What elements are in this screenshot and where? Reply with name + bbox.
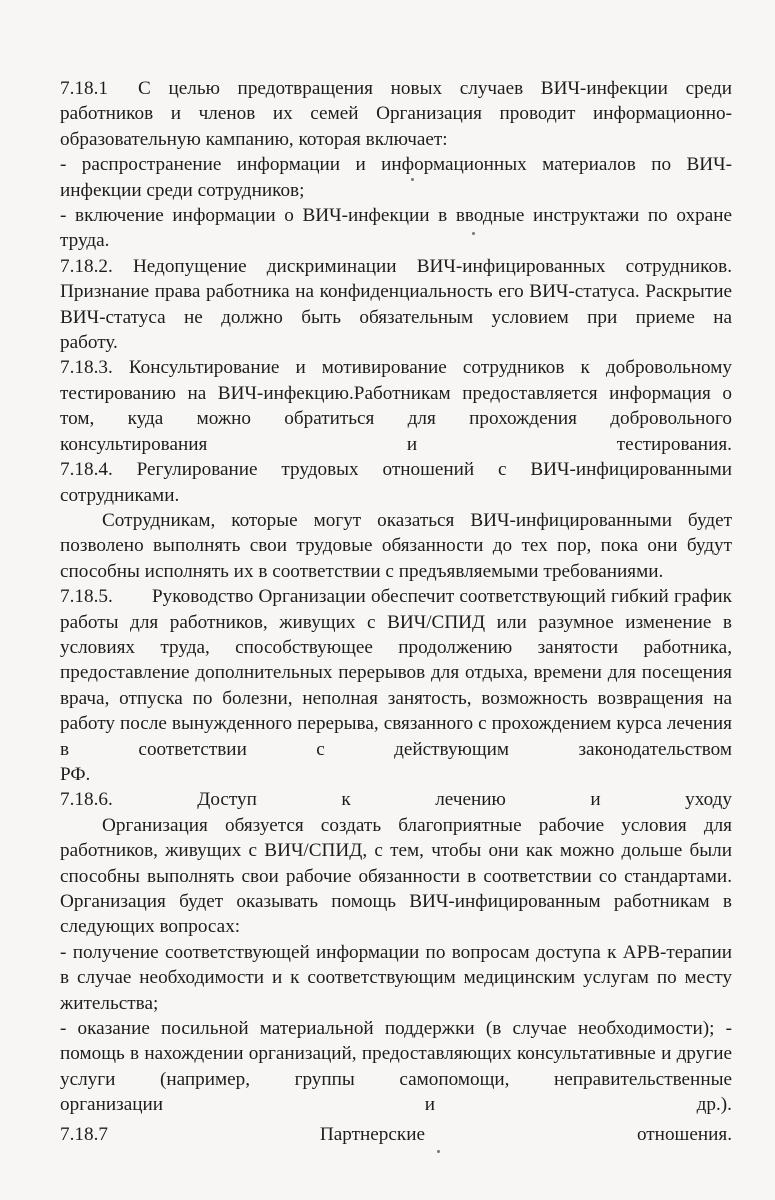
section-7-18-3-end — [60, 432, 732, 457]
word: и — [424, 1094, 435, 1116]
word: к — [341, 789, 351, 811]
word: консультирования — [60, 433, 208, 455]
word: Партнерские — [319, 1123, 426, 1145]
section-7-18-2-end: работу. — [60, 332, 118, 354]
section-7-18-6-heading — [60, 787, 732, 812]
section-number: 7.18.7 — [60, 1123, 108, 1145]
word: организации — [60, 1094, 164, 1116]
list-item: - включение информации о ВИЧ-инфекции в вводные инструктажи по охране труда. — [60, 205, 732, 252]
list-item-end — [60, 1092, 732, 1117]
word: отношения. — [636, 1123, 732, 1145]
section-7-18-4: 7.18.4. Регулирование трудовых отношений с ВИЧ-инфицированными сотрудниками. — [60, 459, 732, 506]
word: и — [590, 789, 601, 811]
word: др.). — [696, 1094, 732, 1116]
paragraph-organization: Организация обязуется создать благоприятные рабочие условия для работников, живущих с ВИЧ/СПИД, с тем, чтобы они как можно дольше были способны выполнять свои рабочие обязанности в соответствии со стандартами. Организация будет оказывать помощь ВИЧ-инфицированным работникам в следующих вопросах: — [60, 814, 732, 938]
list-item: - распространение информации и информационных материалов по ВИЧ-инфекции среди сотрудников; — [60, 154, 732, 201]
paragraph-employees: Сотрудникам, которые могут оказаться ВИЧ-инфицированными будет позволено выполнять свои трудовые обязанности до тех пор, пока они будут способны исполнять их в соответствии с предъявляемыми требованиями. — [60, 509, 732, 582]
section-7-18-3: 7.18.3. Консультирование и мотивирование сотрудников к добровольному тестированию на ВИЧ-инфекцию.Работникам предоставляется информация о том, куда можно обратиться для прохождения добровольного — [60, 357, 732, 430]
word: уходу — [685, 789, 732, 811]
section-text: Руководство Организации обеспечит соответствующий гибкий график работы для работников, живущих с ВИЧ/СПИД или разумное изменение в условиях труда, способствующее продолжению занятости работника, предоставление дополнительных перерывов для отдыха, времени для посещения врача, отпуска по болезни, неполная занятость, возможность возвращения на работу после вынужденного перерыва, связанного с прохождением курса лечения в соответствии с действующим законодательством — [60, 586, 732, 760]
list-item: - получение соответствующей информации по вопросам доступа к АРВ-терапии в случае необходимости и к соответствующим медицинским услугам по месту жительства; — [60, 941, 732, 1014]
word: лечению — [435, 789, 506, 811]
list-item: - оказание посильной материальной поддержки (в случае необходимости); - помощь в нахождении организаций, предоставляющих консультативные и другие услуги (например, группы самопомощи, неправительственные — [60, 1018, 732, 1090]
section-number: 7.18.1 — [60, 78, 108, 99]
word: Доступ — [197, 789, 257, 811]
word: и — [406, 433, 418, 455]
document-body — [60, 76, 732, 1147]
section-7-18-5-end: РФ. — [60, 763, 91, 785]
section-7-18-2: 7.18.2. Недопущение дискриминации ВИЧ-инфицированных сотрудников. Признание права работника на конфиденциальность его ВИЧ-статуса. Раскрытие ВИЧ-статуса не должно быть обязательным условием при приеме на — [60, 255, 732, 328]
scan-speck — [437, 1150, 440, 1153]
section-7-18-5 — [60, 584, 732, 762]
word: тестирования. — [616, 433, 732, 455]
section-7-18-1 — [60, 76, 732, 152]
section-number: 7.18.5. — [60, 586, 113, 608]
section-text: С целью предотвращения новых случаев ВИЧ-инфекции среди работников и членов их семей Организация проводит информационно-образовательную кампанию, которая включает: — [60, 78, 732, 150]
section-7-18-7-heading — [60, 1122, 732, 1147]
section-number: 7.18.6. — [60, 789, 113, 811]
